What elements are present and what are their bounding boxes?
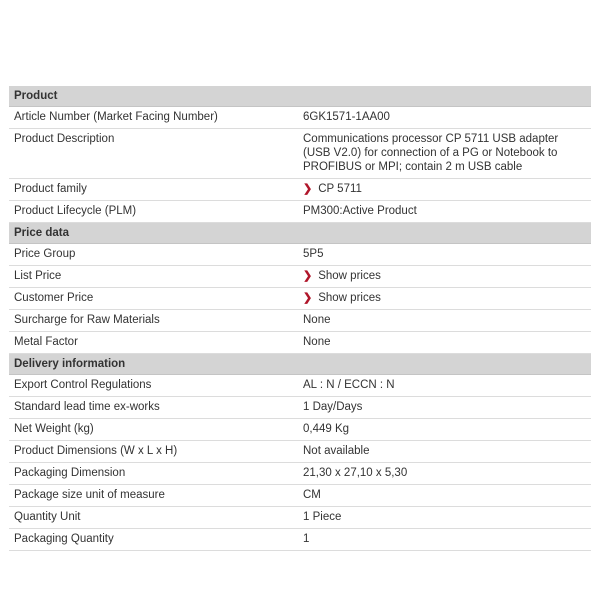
row-value-cell <box>299 288 591 310</box>
link-text: Show prices <box>318 270 381 282</box>
table-row <box>9 419 591 441</box>
chevron-right-icon: ❯ <box>303 292 313 304</box>
row-value: 1 Piece <box>299 507 591 529</box>
row-label: Product Dimensions (W x L x H) <box>9 441 299 463</box>
table-row <box>9 375 591 397</box>
row-label: Product Lifecycle (PLM) <box>9 201 299 223</box>
table-row <box>9 266 591 288</box>
row-value: 0,449 Kg <box>299 419 591 441</box>
table-row <box>9 107 591 129</box>
chevron-right-icon: ❯ <box>303 183 313 195</box>
row-value: None <box>299 332 591 354</box>
section-header-price-data <box>9 223 591 244</box>
row-value-cell <box>299 179 591 201</box>
product-family-link[interactable] <box>303 183 362 195</box>
row-label: Package size unit of measure <box>9 485 299 507</box>
product-data-sheet <box>9 86 591 551</box>
link-text: CP 5711 <box>318 183 362 195</box>
row-value: 1 <box>299 529 591 551</box>
row-label: Packaging Dimension <box>9 463 299 485</box>
customer-price-show-prices-link[interactable] <box>303 292 381 304</box>
table-row <box>9 179 591 201</box>
row-value: 5P5 <box>299 244 591 266</box>
table-row <box>9 201 591 223</box>
row-label: Article Number (Market Facing Number) <box>9 107 299 129</box>
chevron-right-icon: ❯ <box>303 270 313 282</box>
row-value: Not available <box>299 441 591 463</box>
row-value: 6GK1571-1AA00 <box>299 107 591 129</box>
section-header-product <box>9 86 591 107</box>
row-value: PM300:Active Product <box>299 201 591 223</box>
table-row <box>9 244 591 266</box>
table-row <box>9 463 591 485</box>
section-title: Product <box>9 86 591 107</box>
row-label: Export Control Regulations <box>9 375 299 397</box>
product-data-table <box>9 86 591 551</box>
row-label: Packaging Quantity <box>9 529 299 551</box>
table-row <box>9 507 591 529</box>
row-value: None <box>299 310 591 332</box>
row-label: List Price <box>9 266 299 288</box>
row-label: Metal Factor <box>9 332 299 354</box>
row-label: Standard lead time ex-works <box>9 397 299 419</box>
table-row <box>9 129 591 179</box>
table-row <box>9 310 591 332</box>
row-label: Price Group <box>9 244 299 266</box>
row-label: Product Description <box>9 129 299 179</box>
table-row <box>9 332 591 354</box>
table-row <box>9 397 591 419</box>
row-value: Communications processor CP 5711 USB adapter (USB V2.0) for connection of a PG or Notebook to PROFIBUS or MPI; contain 2 m USB cable <box>299 129 591 179</box>
row-label: Product family <box>9 179 299 201</box>
link-text: Show prices <box>318 292 381 304</box>
section-header-delivery-information <box>9 354 591 375</box>
table-row <box>9 485 591 507</box>
section-title: Price data <box>9 223 591 244</box>
table-row <box>9 441 591 463</box>
row-value: AL : N / ECCN : N <box>299 375 591 397</box>
row-label: Customer Price <box>9 288 299 310</box>
row-value-cell <box>299 266 591 288</box>
table-row <box>9 529 591 551</box>
row-label: Quantity Unit <box>9 507 299 529</box>
section-title: Delivery information <box>9 354 591 375</box>
row-value: 21,30 x 27,10 x 5,30 <box>299 463 591 485</box>
row-label: Net Weight (kg) <box>9 419 299 441</box>
row-value: CM <box>299 485 591 507</box>
row-value: 1 Day/Days <box>299 397 591 419</box>
row-label: Surcharge for Raw Materials <box>9 310 299 332</box>
table-row <box>9 288 591 310</box>
list-price-show-prices-link[interactable] <box>303 270 381 282</box>
